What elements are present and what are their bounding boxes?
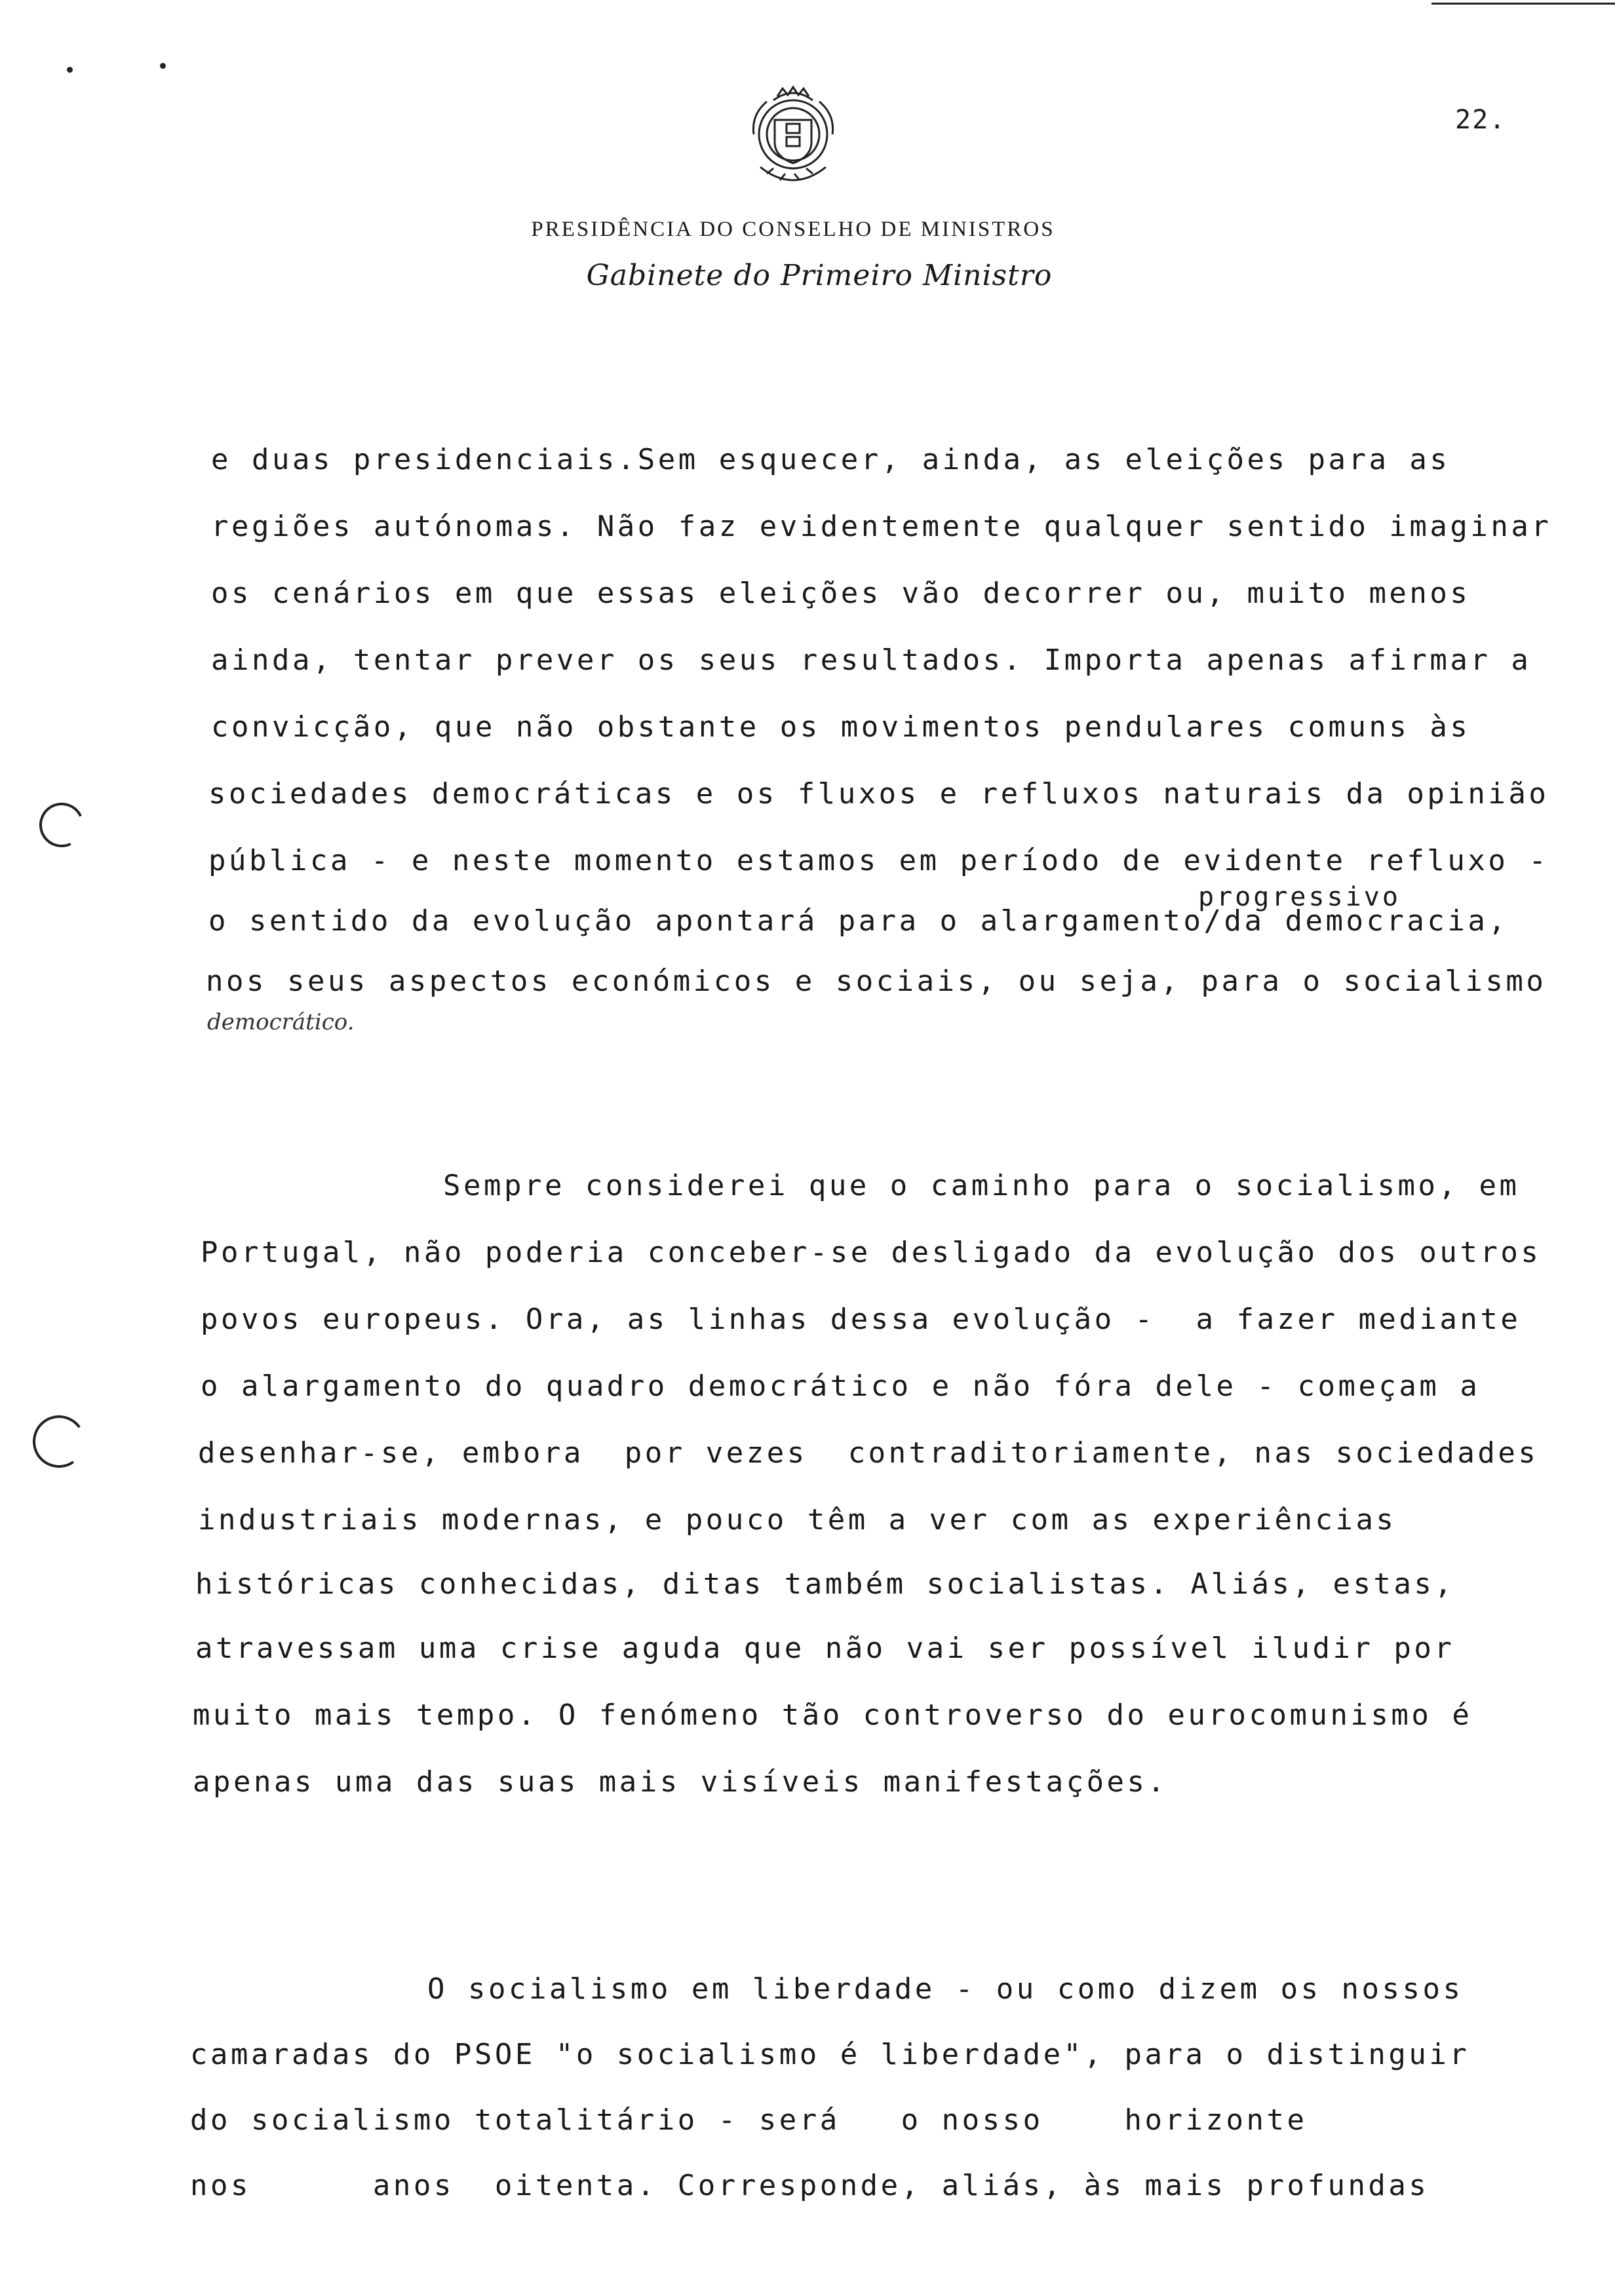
- text-line: muito mais tempo. O fenómeno tão controverso do eurocomunismo é: [193, 1698, 1473, 1732]
- text-line: O socialismo em liberdade - ou como dizem os nossos: [427, 1972, 1464, 2006]
- text-line: ainda, tentar prever os seus resultados. Importa apenas afirmar a: [211, 643, 1532, 677]
- letterhead-subtitle: Gabinete do Primeiro Ministro: [586, 259, 1053, 292]
- handwritten-addition: democrático.: [207, 1009, 355, 1035]
- coat-of-arms-icon: [734, 82, 852, 200]
- text-line: nos anos oitenta. Corresponde, aliás, às mais profundas: [190, 2169, 1430, 2202]
- text-line: convicção, que não obstante os movimentos pendulares comuns às: [211, 710, 1471, 744]
- text-line: o alargamento do quadro democrático e não fóra dele - começam a: [201, 1369, 1481, 1403]
- text-line: sociedades democráticas e os fluxos e refluxos naturais da opinião: [208, 777, 1549, 811]
- text-line: e duas presidenciais.Sem esquecer, ainda, as eleições para as: [211, 443, 1450, 476]
- page-number: 22.: [1455, 105, 1507, 135]
- text-line: Portugal, não poderia conceber-se desligado da evolução dos outros: [201, 1236, 1542, 1269]
- text-line: povos europeus. Ora, as linhas dessa evolução - a fazer mediante: [201, 1303, 1521, 1336]
- punch-mark: [67, 67, 73, 73]
- punch-mark: [160, 63, 166, 69]
- text-line: nos seus aspectos económicos e sociais, ou seja, para o socialismo: [206, 965, 1547, 998]
- margin-mark: [29, 1411, 90, 1472]
- text-line: pública - e neste momento estamos em período de evidente refluxo -: [208, 844, 1549, 877]
- top-edge-rule: [1431, 3, 1615, 5]
- text-line: desenhar-se, embora por vezes contraditoriamente, nas sociedades: [198, 1436, 1539, 1470]
- text-line: do socialismo totalitário - será o nosso horizonte: [190, 2103, 1308, 2137]
- letterhead-title: PRESIDÊNCIA DO CONSELHO DE MINISTROS: [531, 218, 1055, 241]
- text-line: históricas conhecidas, ditas também socialistas. Aliás, estas,: [195, 1567, 1455, 1601]
- inserted-word: progressivo: [1198, 882, 1401, 912]
- margin-mark: [33, 796, 90, 853]
- text-line: regiões autónomas. Não faz evidentemente qualquer sentido imaginar: [211, 510, 1552, 543]
- text-line: os cenários em que essas eleições vão decorrer ou, muito menos: [211, 577, 1471, 610]
- text-line: camaradas do PSOE "o socialismo é liberdade", para o distinguir: [190, 2038, 1470, 2071]
- text-line: Sempre considerei que o caminho para o socialismo, em: [443, 1169, 1520, 1202]
- text-line: o sentido da evolução apontará para o alargamento/da democracia,: [208, 904, 1509, 938]
- text-line: apenas uma das suas mais visíveis manifestações.: [193, 1765, 1168, 1799]
- text-line: industriais modernas, e pouco têm a ver com as experiências: [198, 1503, 1397, 1537]
- text-line: atravessam uma crise aguda que não vai ser possível iludir por: [195, 1632, 1455, 1665]
